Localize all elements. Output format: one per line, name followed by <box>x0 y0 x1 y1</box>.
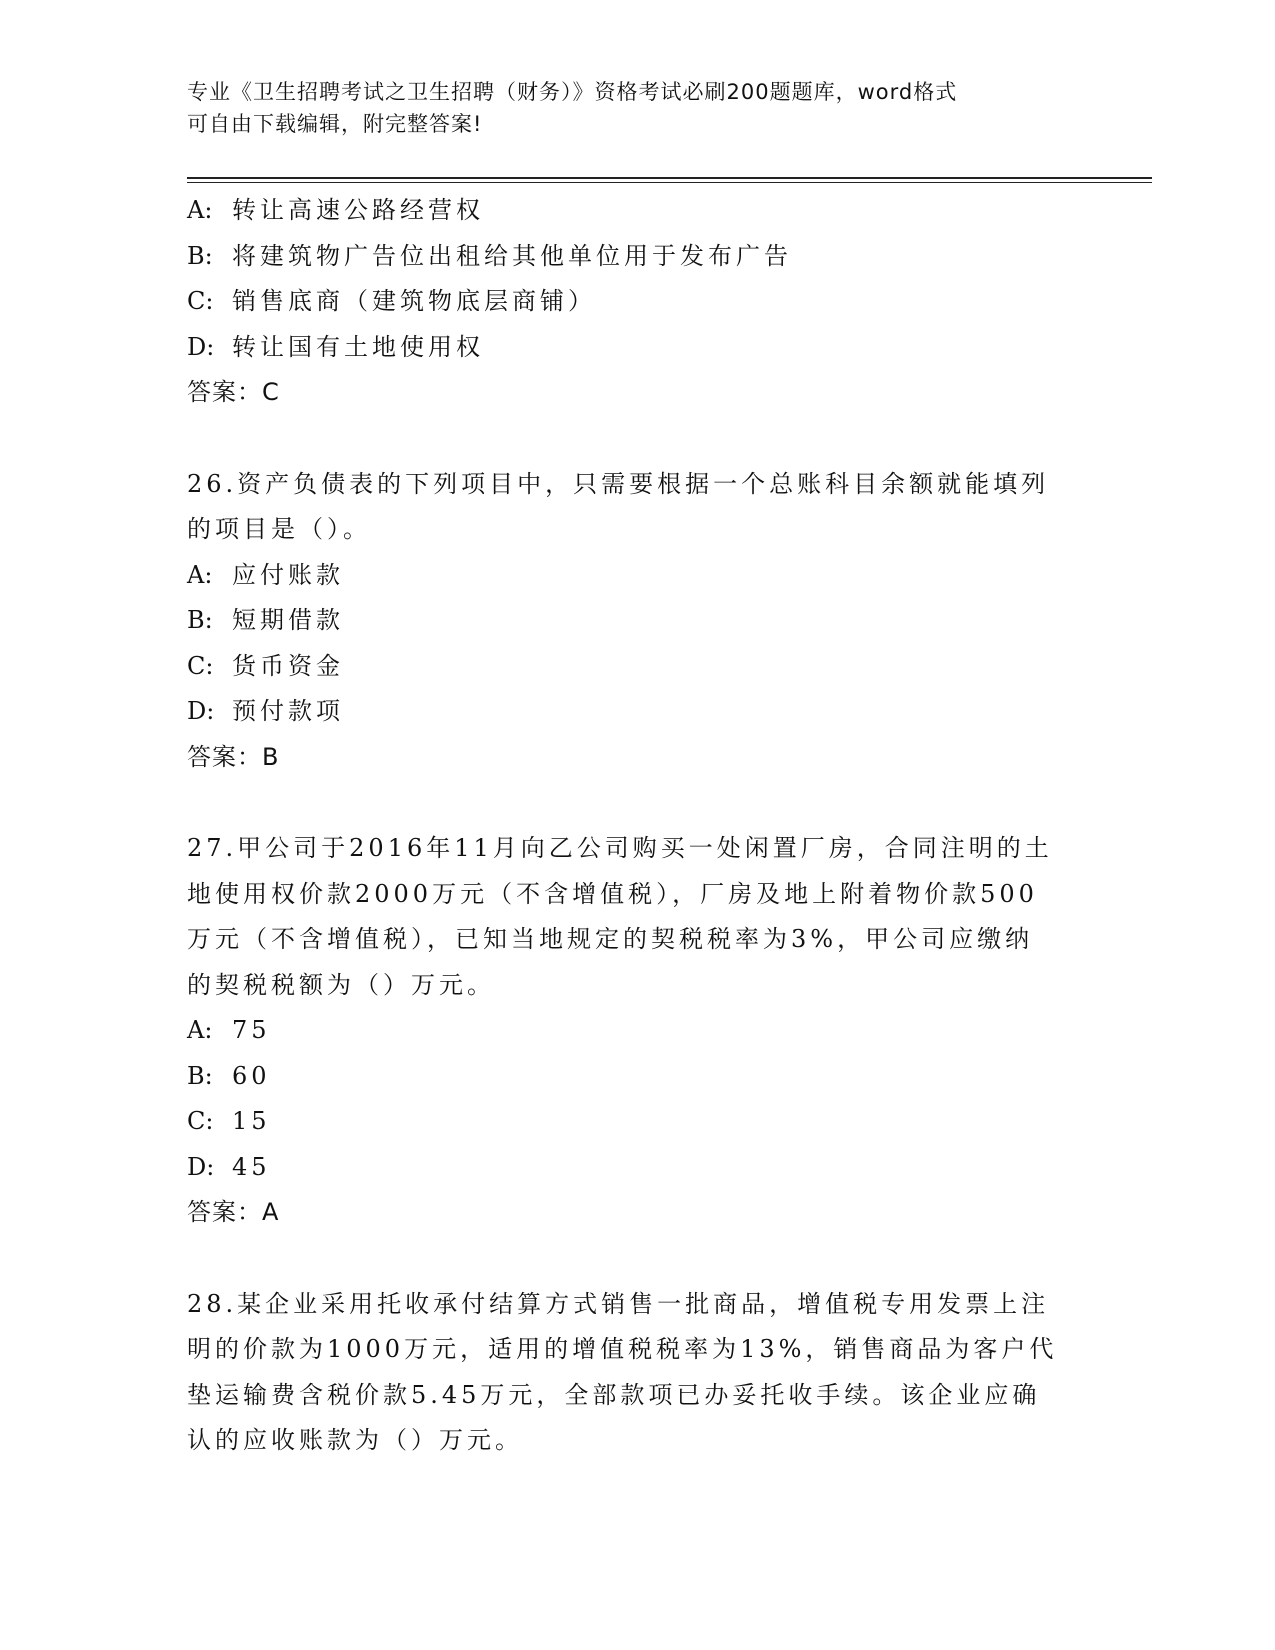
option-a <box>187 188 1067 234</box>
option-a <box>187 553 1067 599</box>
question-stem-line: 的契税税额为（）万元。 <box>187 970 495 999</box>
option-key: B: <box>187 1061 213 1090</box>
question-stem-line: 认的应收账款为（）万元。 <box>187 1426 523 1454</box>
document-body <box>187 188 1067 1464</box>
option-key: C: <box>187 287 214 315</box>
option-key: D: <box>187 1152 215 1181</box>
question-stem-line: 地使用权价款2000万元（不含增值税），厂房及地上附着物价款500 <box>187 879 1038 908</box>
option-key: A: <box>187 560 213 589</box>
question-stem-line: 26.资产负债表的下列项目中，只需要根据一个总账科目余额就能填列 <box>187 469 1050 498</box>
option-text: 15 <box>232 1107 271 1135</box>
option-key: C: <box>187 651 214 680</box>
option-key: C: <box>187 1107 214 1135</box>
option-key: D: <box>187 697 215 725</box>
header-line-1: 专业《卫生招聘考试之卫生招聘（财务）》资格考试必刷200题题库，word格式 <box>187 80 958 104</box>
option-text: 应付账款 <box>232 560 344 589</box>
answer-line: 答案：B <box>187 742 280 771</box>
option-text: 货币资金 <box>232 651 344 680</box>
option-c <box>187 1099 1067 1145</box>
option-text: 短期借款 <box>232 606 344 634</box>
option-c <box>187 279 1067 325</box>
option-text: 预付款项 <box>232 697 344 725</box>
option-key: A: <box>187 196 213 224</box>
option-text: 转让高速公路经营权 <box>232 196 484 224</box>
option-a <box>187 1008 1067 1054</box>
option-d <box>187 1145 1067 1191</box>
option-b <box>187 598 1067 644</box>
option-text: 75 <box>232 1016 271 1044</box>
option-key: B: <box>187 241 213 270</box>
question-stem-line: 的项目是（）。 <box>187 515 371 543</box>
header-rule-thin <box>187 182 1152 183</box>
question-28 <box>187 1282 1067 1464</box>
question-25 <box>187 188 1067 416</box>
option-key: B: <box>187 606 213 634</box>
option-key: D: <box>187 332 215 361</box>
option-text: 45 <box>232 1152 271 1181</box>
answer-line: 答案：C <box>187 378 280 406</box>
header-line-2: 可自由下载编辑，附完整答案! <box>187 112 483 136</box>
option-c <box>187 644 1067 690</box>
question-stem-line: 万元（不含增值税），已知当地规定的契税税率为3%，甲公司应缴纳 <box>187 925 1034 953</box>
option-text: 将建筑物广告位出租给其他单位用于发布广告 <box>232 241 792 270</box>
question-stem-line: 28.某企业采用托收承付结算方式销售一批商品，增值税专用发票上注 <box>187 1289 1050 1318</box>
option-d <box>187 689 1067 735</box>
option-text: 销售底商（建筑物底层商铺） <box>232 287 596 315</box>
question-26 <box>187 462 1067 781</box>
question-stem-line: 垫运输费含税价款5.45万元，全部款项已办妥托收手续。该企业应确 <box>187 1380 1041 1409</box>
answer-line: 答案：A <box>187 1198 280 1226</box>
option-text: 转让国有土地使用权 <box>232 332 484 361</box>
question-stem-line: 27.甲公司于2016年11月向乙公司购买一处闲置厂房，合同注明的土 <box>187 834 1053 862</box>
option-b <box>187 234 1067 280</box>
header-rule-thick <box>187 177 1152 179</box>
option-text: 60 <box>232 1061 271 1090</box>
option-b <box>187 1054 1067 1100</box>
question-stem-line: 明的价款为1000万元，适用的增值税税率为13%，销售商品为客户代 <box>187 1335 1058 1363</box>
question-27 <box>187 826 1067 1236</box>
option-key: A: <box>187 1016 213 1044</box>
document-header <box>187 76 1067 140</box>
option-d <box>187 325 1067 371</box>
